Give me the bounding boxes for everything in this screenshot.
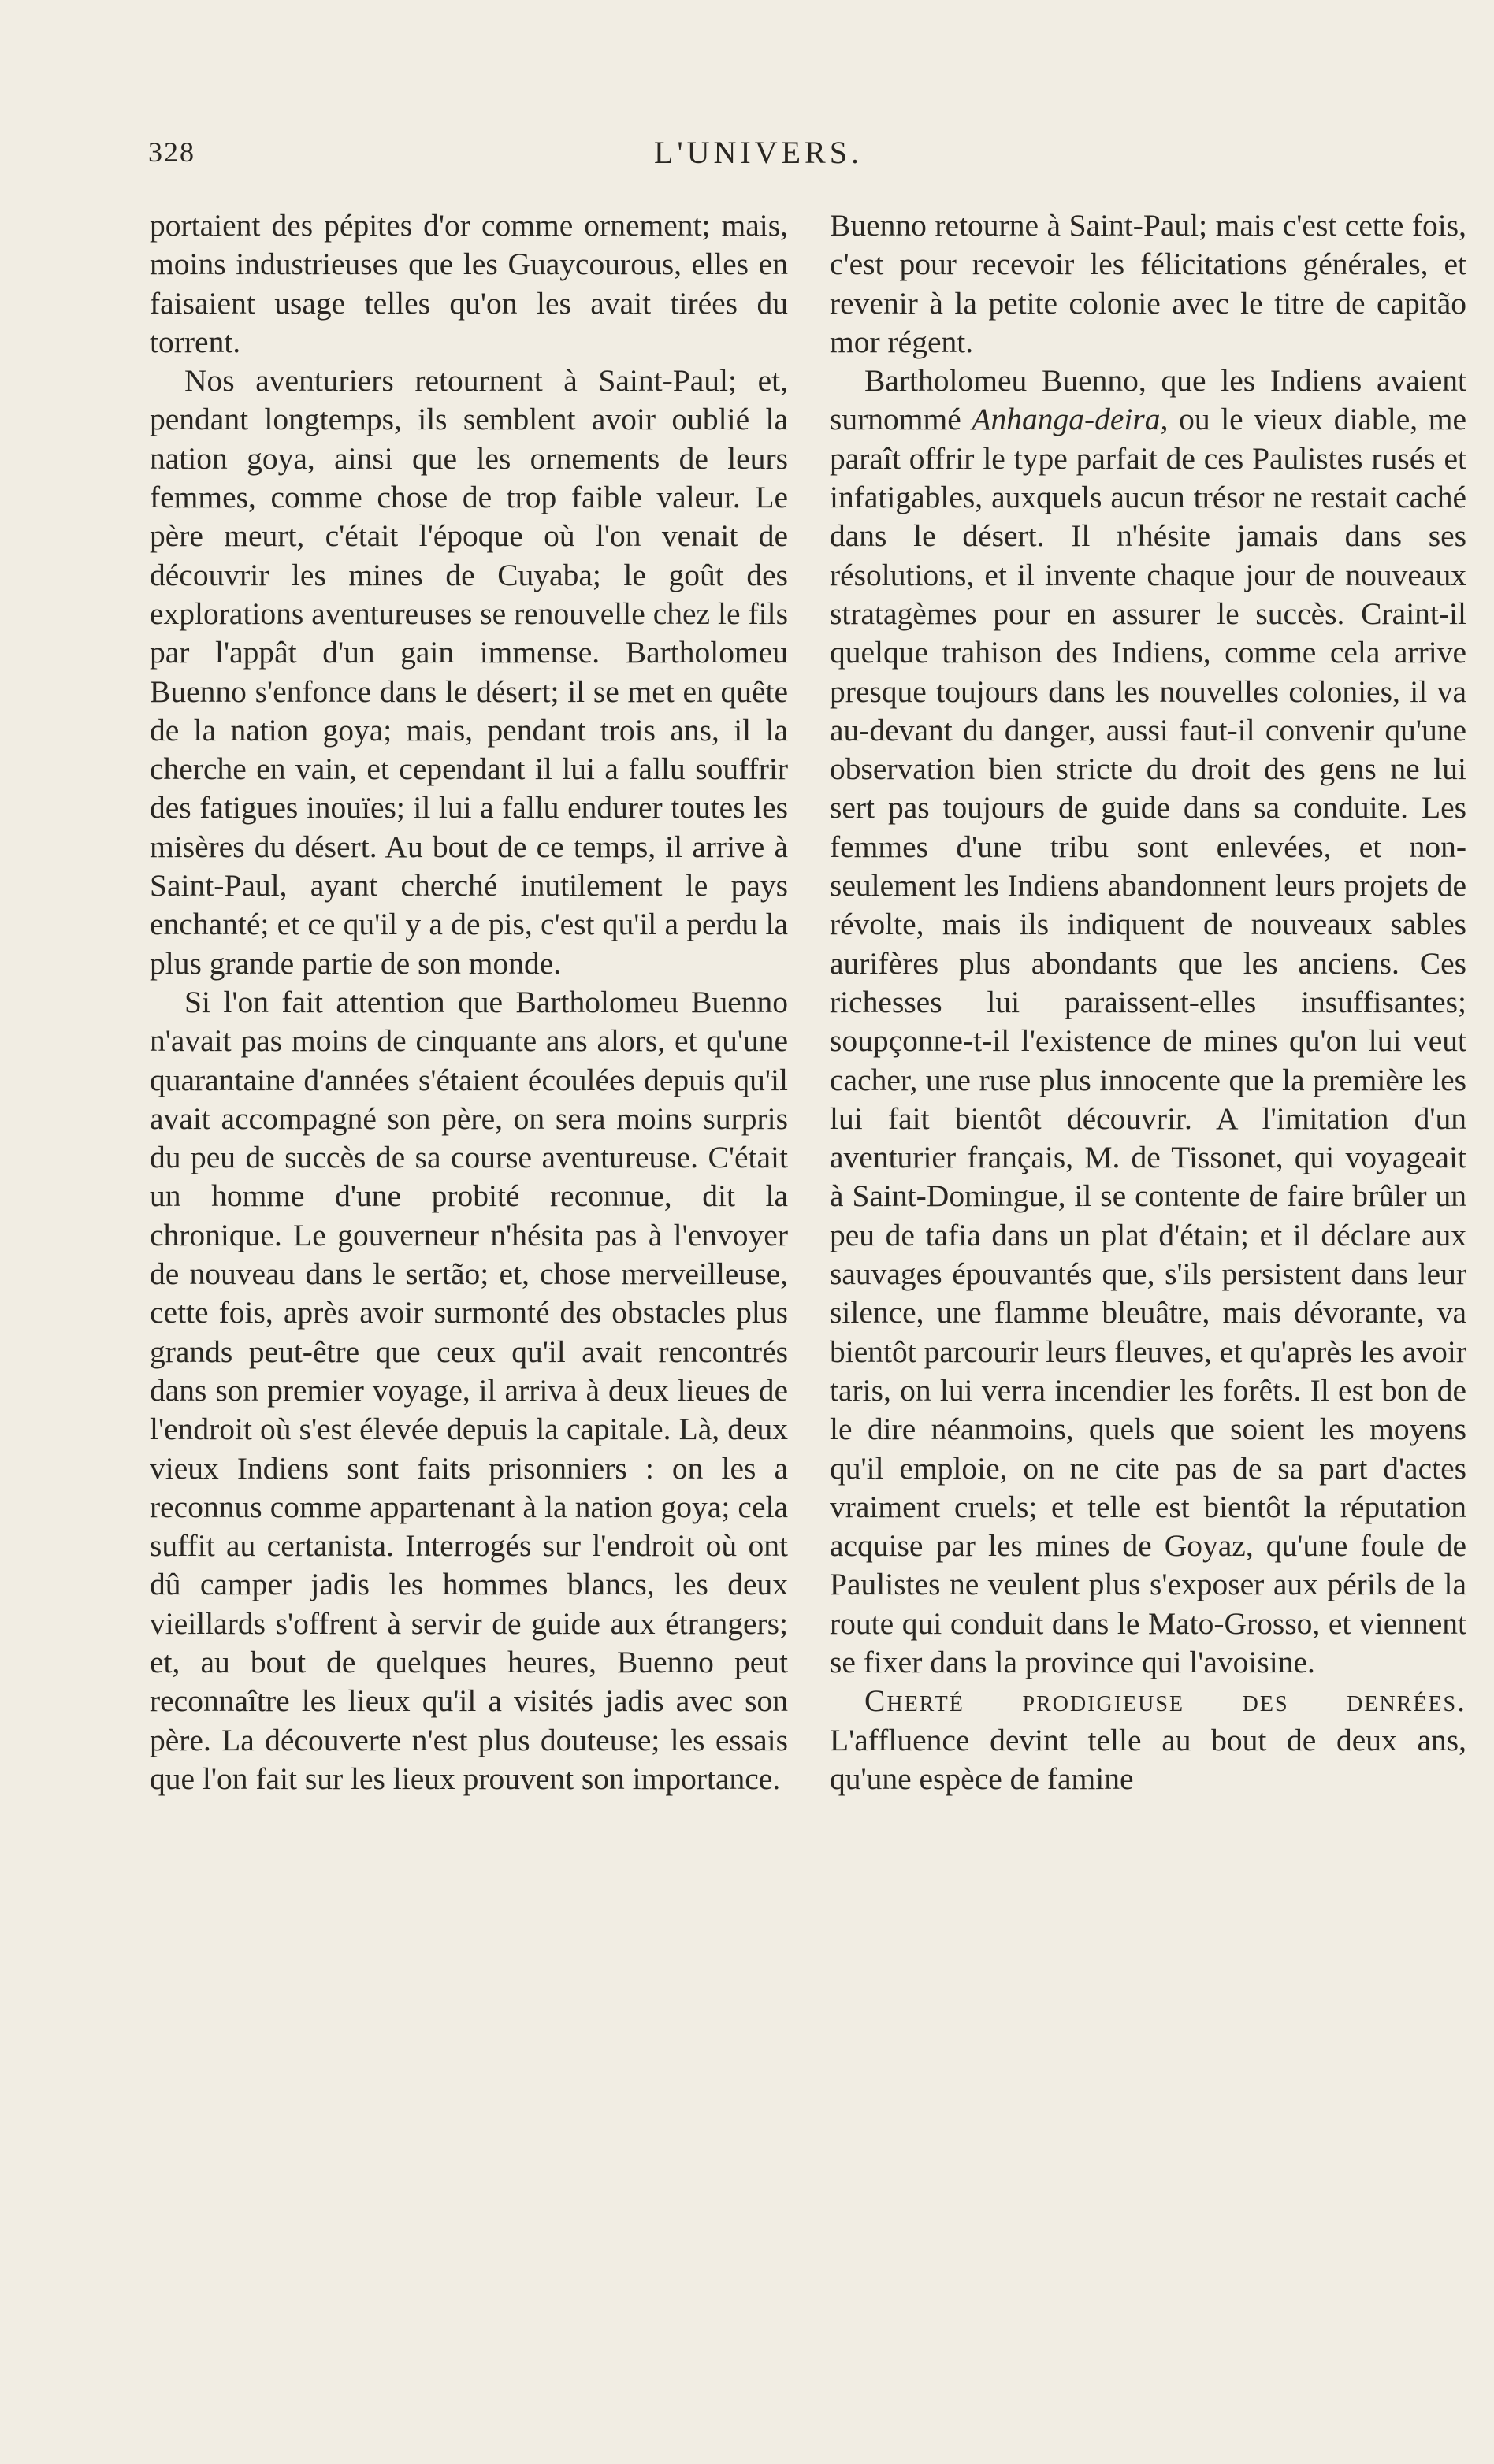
- indian-nickname: Anhanga-deira: [972, 402, 1161, 437]
- left-column: [150, 206, 788, 1798]
- page-number: 328: [148, 136, 195, 168]
- paragraph-text: L'affluence devint telle au bout de deux ans, qu'une espèce de famine: [830, 1722, 1466, 1796]
- right-column: [830, 206, 1466, 1798]
- paragraph-text: Bartholomeu Buenno, que les Indiens avaient surnommé: [830, 363, 1466, 437]
- running-title: L'UNIVERS.: [654, 135, 863, 170]
- paragraph: portaient des pépites d'or comme ornement; mais, moins industrieuses que les Guaycourous, elles en faisaient usage telles qu'on les avait tirées du torrent.: [150, 208, 788, 359]
- paragraph: [830, 362, 1466, 1682]
- paragraph-text: , ou le vieux diable, me paraît offrir le type parfait de ces Paulistes rusés et infatigables, auxquels aucun trésor ne restait caché dans le désert. Il n'hésite jamais dans ses résolutions, et il invente chaque jour de nouveaux stratagèmes pour en assurer le succès. Craint-il quelque trahison des Indiens, comme cela arrive presque toujours dans les nouvelles colonies, il va au-devant du danger, aussi faut-il convenir qu'une observation bien stricte du droit des gens ne lui sert pas toujours de guide dans sa conduite. Les femmes d'une tribu sont enlevées, et non-seulement les Indiens abandonnent leurs projets de révolte, mais ils indiquent de nouveaux sables aurifères plus abondants que les anciens. Ces richesses lui paraissent-elles insuffisantes; soupçonne-t-il l'existence de mines qu'on lui veut cacher, une ruse plus innocente que la première les lui fait bientôt découvrir. A l'imitation d'un aventurier français, M. de Tissonet, qui voyageait à Saint-Domingue, il se contente de faire brûler un peu de tafia dans un plat d'étain; et il déclare aux sauvages épouvantés que, s'ils persistent dans leur silence, une flamme bleuâtre, mais dévorante, va bientôt parcourir leurs fleuves, et qu'après les avoir taris, on lui verra incendier les forêts. Il est bon de le dire néanmoins, quels que soient les moyens qu'il emploie, on ne cite pas de sa part d'actes vraiment cruels; et telle est bientôt la réputation acquise par les mines de Goyaz, qu'une foule de Paulistes ne veulent plus s'exposer aux périls de la route qui conduit dans le Mato-Grosso, et viennent se fixer dans la province qui l'avoisine.: [830, 402, 1466, 1679]
- paragraph: [830, 1682, 1466, 1798]
- paragraph: Si l'on fait attention que Bartholomeu Buenno n'avait pas moins de cinquante ans alors, et qu'une quarantaine d'années s'étaient écoulées depuis qu'il avait accompagné son père, on sera moins surpris du peu de succès de sa course aventureuse. C'était un homme d'une probité reconnue, dit la chronique. Le gouverneur n'hésita pas à l'envoyer de nouveau dans le sertão; et, chose merveilleuse, cette fois, après avoir surmonté des obstacles plus grands peut-être que ceux qu'il avait rencontrés dans son premier voyage, il arriva à deux lieues de l'endroit où s'est élevée depuis la capitale. Là, deux vieux Indiens sont faits prisonniers : on les a reconnus comme appartenant à la nation goya; cela suffit au certanista. Interrogés sur l'endroit où ont dû camper jadis les hommes blancs, les deux vieillards s'offrent à servir de guide aux étrangers; et, au bout de quelques heures, Buenno peut reconnaître les lieux qu'il a visités jadis avec son père. La découverte n'est plus douteuse; les essais que l'on fait sur les lieux prouvent son importance.: [150, 984, 788, 1796]
- paragraph: Buenno retourne à Saint-Paul; mais c'est cette fois, c'est pour recevoir les félicitations générales, et revenir à la petite colonie avec le titre de capitão mor régent.: [830, 208, 1466, 359]
- section-heading: Cherté prodigieuse des denrées.: [864, 1683, 1466, 1719]
- paragraph: Nos aventuriers retournent à Saint-Paul; et, pendant longtemps, ils semblent avoir oublié la nation goya, ainsi que les ornements de leurs femmes, comme chose de trop faible valeur. Le père meurt, c'était l'époque où l'on venait de découvrir les mines de Cuyaba; le goût des explorations aventureuses se renouvelle chez le fils par l'appât d'un gain immense. Bartholomeu Buenno s'enfonce dans le désert; il se met en quête de la nation goya; mais, pendant trois ans, il la cherche en vain, et cependant il lui a fallu souffrir des fatigues inouïes; il lui a fallu endurer toutes les misères du désert. Au bout de ce temps, il arrive à Saint-Paul, ayant cherché inutilement le pays enchanté; et ce qu'il y a de pis, c'est qu'il a perdu la plus grande partie de son monde.: [150, 363, 788, 981]
